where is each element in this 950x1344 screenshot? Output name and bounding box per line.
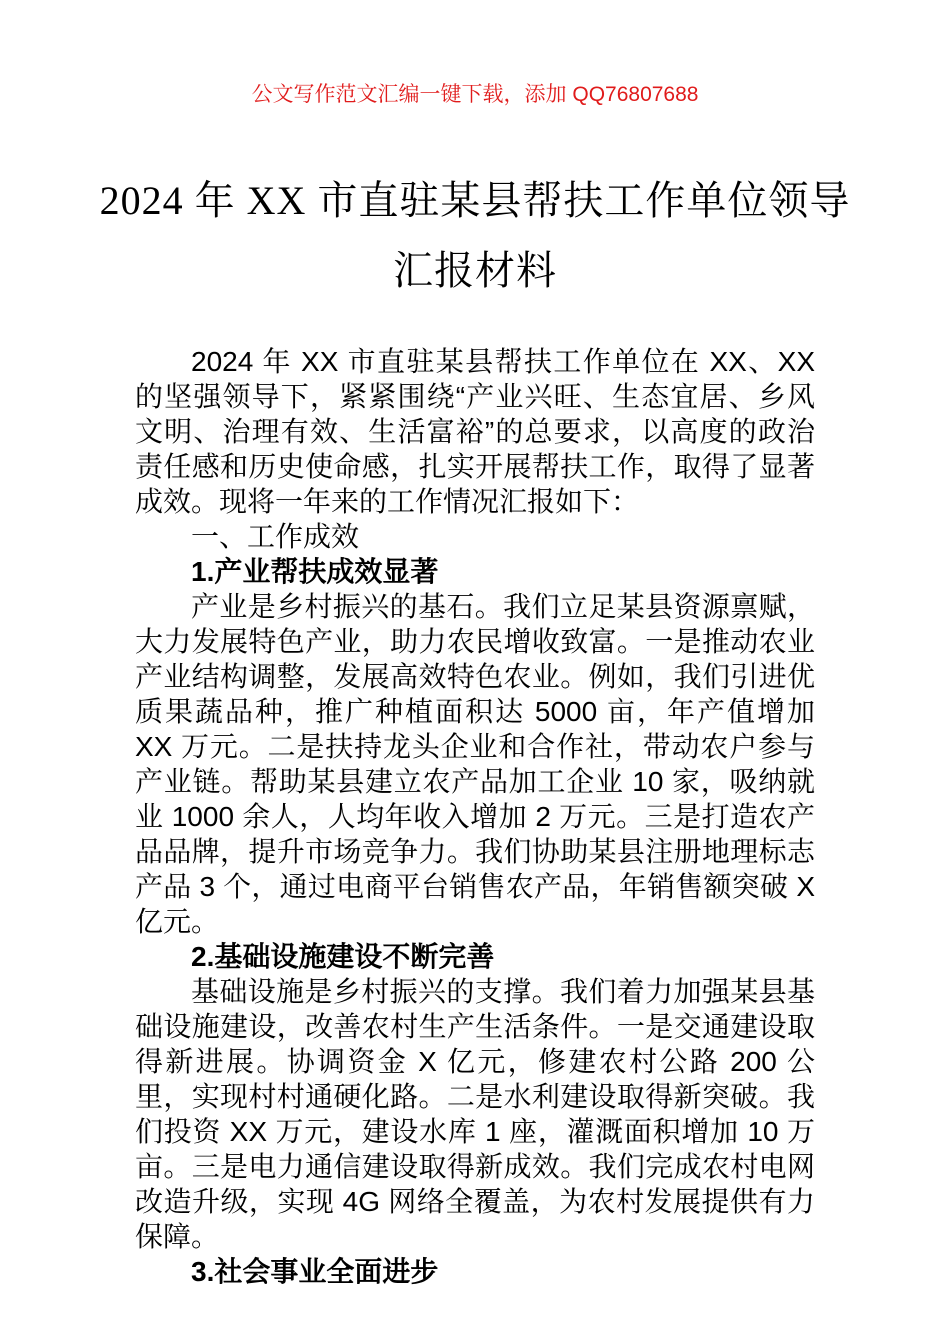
section-heading-work-results: 一、工作成效 bbox=[191, 521, 360, 552]
subsection-heading-infrastructure: 2.基础设施建设不断完善 bbox=[191, 941, 495, 972]
title-line-2: 汇报材料 bbox=[393, 248, 557, 293]
document-body bbox=[135, 344, 815, 1289]
subsection-heading-industry: 1.产业帮扶成效显著 bbox=[191, 556, 439, 587]
paragraph-intro: 2024 年 XX 市直驻某县帮扶工作单位在 XX、XX 的坚强领导下，紧紧围绕“产业兴旺、生态宜居、乡风文明、治理有效、生活富裕”的总要求，以高度的政治责任感和历史使命感，扎实开展帮扶工作，取得了显著成效。现将一年来的工作情况汇报如下： bbox=[135, 346, 815, 517]
paragraph-industry: 产业是乡村振兴的基石。我们立足某县资源禀赋，大力发展特色产业，助力农民增收致富。一是推动农业产业结构调整，发展高效特色农业。例如，我们引进优质果蔬品种，推广种植面积达 5000 亩，年产值增加 XX 万元。二是扶持龙头企业和合作社，带动农户参与产业链。帮助某县建立农产品加工企业 10 家，吸纳就业 1000 余人，人均年收入增加 2 万元。三是打造农产品品牌，提升市场竞争力。我们协助某县注册地理标志产品 3 个，通过电商平台销售农产品，年销售额突破 X 亿元。 bbox=[135, 591, 815, 937]
subsection-heading-social-programs: 3.社会事业全面进步 bbox=[191, 1256, 439, 1287]
paragraph-infrastructure: 基础设施是乡村振兴的支撑。我们着力加强某县基础设施建设，改善农村生产生活条件。一是交通建设取得新进展。协调资金 X 亿元，修建农村公路 200 公里，实现村村通硬化路。二是水利建设取得新突破。我们投资 XX 万元，建设水库 1 座，灌溉面积增加 10 万亩。三是电力通信建设取得新成效。我们完成农村电网改造升级，实现 4G 网络全覆盖，为农村发展提供有力保障。 bbox=[135, 976, 815, 1252]
promo-banner: 公文写作范文汇编一键下载，添加 QQ76807688 bbox=[251, 83, 699, 106]
title-line-1: 2024 年 XX 市直驻某县帮扶工作单位领导 bbox=[99, 178, 851, 223]
document-title bbox=[0, 166, 950, 306]
